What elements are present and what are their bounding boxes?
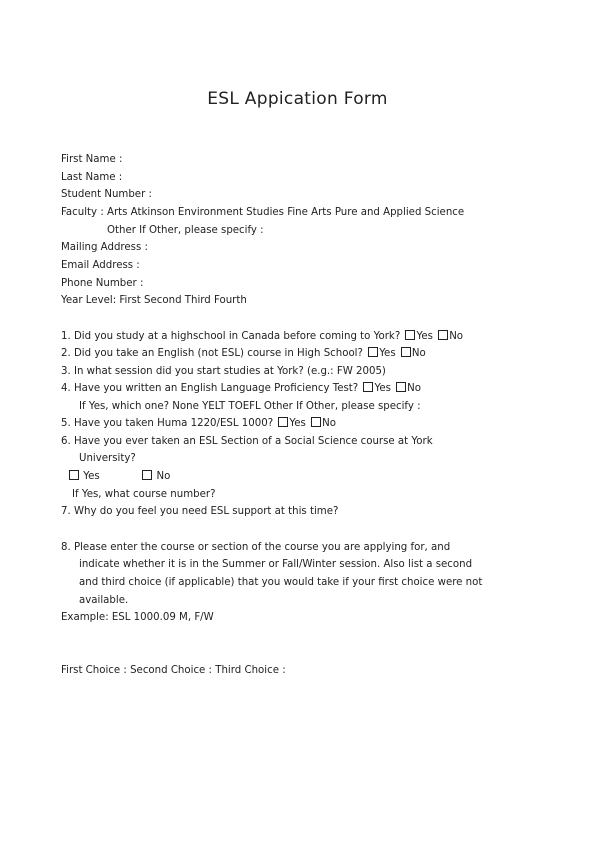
first-name-field[interactable]: First Name : [61, 154, 123, 165]
question-3[interactable]: 3. In what session did you start studies at York? (e.g.: FW 2005) [61, 366, 386, 377]
no-checkbox[interactable] [311, 417, 321, 427]
question-6-line-2: University? [79, 453, 136, 464]
no-label: No [322, 418, 336, 429]
question-8-line-2: indicate whether it is in the Summer or Fall/Winter session. Also list a second [79, 559, 473, 570]
no-label: No [407, 383, 422, 394]
yes-checkbox[interactable] [69, 470, 79, 480]
mailing-address-field[interactable]: Mailing Address : [61, 242, 148, 253]
question-7[interactable]: 7. Why do you feel you need ESL support at this time? [61, 506, 339, 517]
question-5-text: 5. Have you taken Huma 1220/ESL 1000? [61, 418, 274, 429]
question-8-line-3: and third choice (if applicable) that you would take if your first choice were not [79, 577, 483, 588]
course-choices-field[interactable]: First Choice : Second Choice : Third Choice : [61, 665, 286, 676]
question-8-line-4: available. [79, 595, 129, 606]
yes-checkbox[interactable] [363, 382, 373, 392]
no-label: No [411, 348, 426, 359]
question-4 [61, 382, 421, 395]
yes-checkbox[interactable] [368, 347, 378, 357]
question-6-line-1: 6. Have you ever taken an ESL Section of a Social Science course at York [61, 436, 433, 447]
faculty-other-field[interactable]: Other If Other, please specify : [107, 225, 264, 236]
no-checkbox[interactable] [401, 347, 411, 357]
faculty-field[interactable]: Faculty : Arts Atkinson Environment Studies Fine Arts Pure and Applied Science [61, 207, 465, 218]
no-label: No [156, 471, 171, 482]
question-4-follow-up[interactable]: If Yes, which one? None YELT TOEFL Other If Other, please specify : [79, 401, 421, 412]
no-checkbox[interactable] [438, 330, 448, 340]
no-checkbox[interactable] [396, 382, 406, 392]
question-2 [61, 347, 426, 360]
form-title: ESL Appication Form [207, 89, 388, 109]
question-1 [61, 330, 463, 343]
question-5 [61, 417, 336, 430]
student-number-field[interactable]: Student Number : [61, 189, 152, 200]
last-name-field[interactable]: Last Name : [61, 172, 123, 183]
question-2-text: 2. Did you take an English (not ESL) course in High School? [61, 348, 363, 359]
yes-label: Yes [379, 348, 396, 359]
yes-label: Yes [374, 383, 391, 394]
no-label: No [449, 331, 464, 342]
no-checkbox[interactable] [142, 470, 152, 480]
question-8-line-1: 8. Please enter the course or section of the course you are applying for, and [61, 542, 451, 553]
question-6-options [67, 470, 170, 483]
yes-checkbox[interactable] [405, 330, 415, 340]
yes-label: Yes [83, 471, 100, 482]
phone-number-field[interactable]: Phone Number : [61, 278, 144, 289]
question-6-follow-up[interactable]: If Yes, what course number? [72, 489, 216, 500]
yes-label: Yes [289, 418, 306, 429]
email-address-field[interactable]: Email Address : [61, 260, 140, 271]
yes-label: Yes [416, 331, 433, 342]
year-level-field[interactable]: Year Level: First Second Third Fourth [61, 295, 247, 306]
question-4-text: 4. Have you written an English Language Proficiency Test? [61, 383, 359, 394]
question-1-text: 1. Did you study at a highschool in Canada before coming to York? [61, 331, 401, 342]
yes-checkbox[interactable] [278, 417, 288, 427]
example-text: Example: ESL 1000.09 M, F/W [61, 612, 214, 623]
